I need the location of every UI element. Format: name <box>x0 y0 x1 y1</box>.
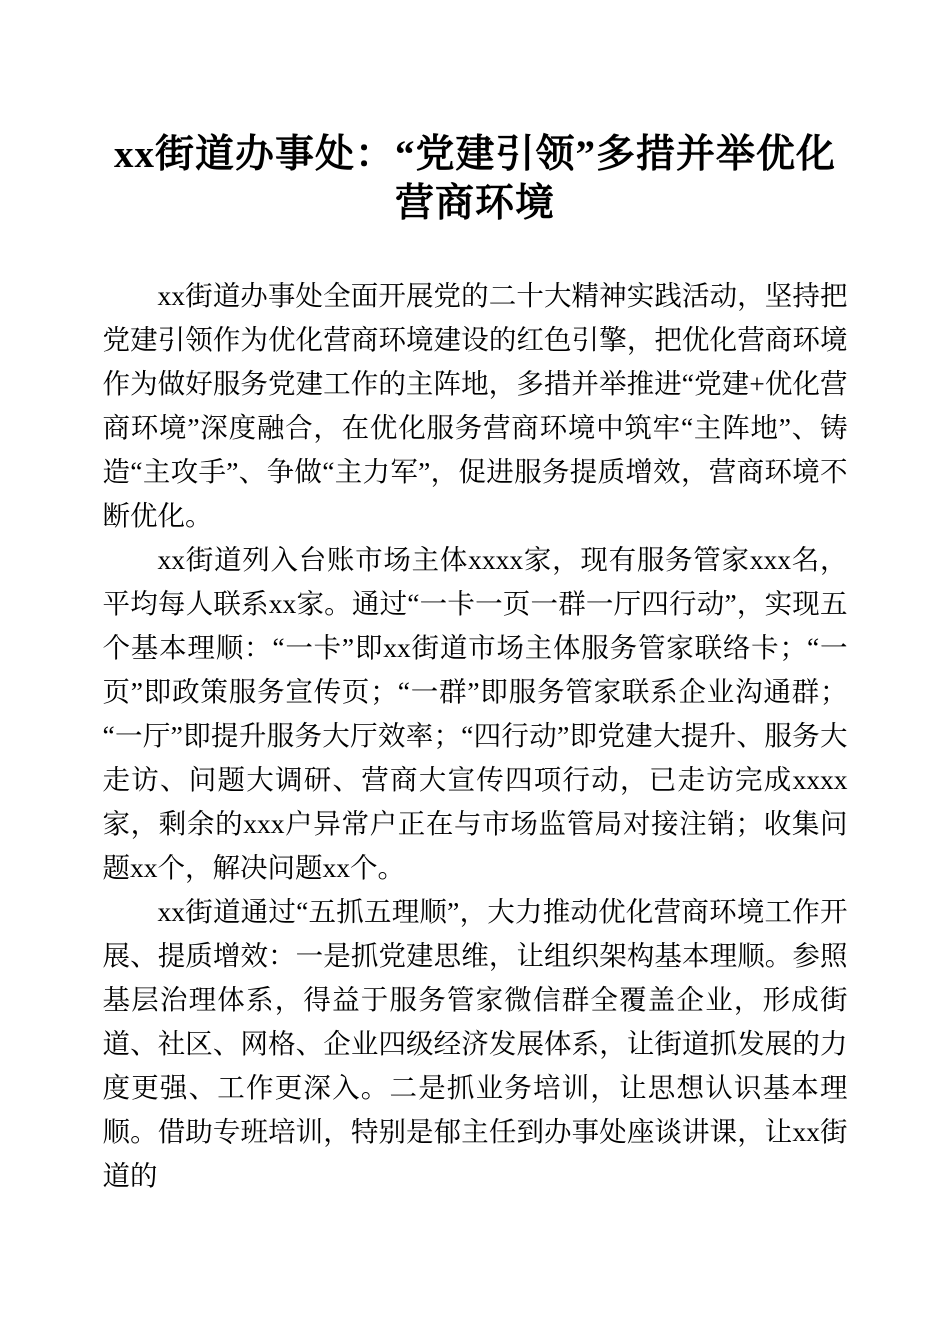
paragraph-1: xx街道办事处全面开展党的二十大精神实践活动，坚持把党建引领作为优化营商环境建设的红色引擎，把优化营商环境作为做好服务党建工作的主阵地，多措并举推进“党建+优化营商环境”深度融合，在优化服务营商环境中筑牢“主阵地”、铸造“主攻手”、争做“主力军”，促进服务提质增效，营商环境不断优化。 <box>102 280 848 531</box>
document-body <box>103 274 848 1198</box>
document-title-line-2: 营商环境 <box>394 182 555 225</box>
paragraph-3: xx街道通过“五抓五理顺”，大力推动优化营商环境工作开展、提质增效：一是抓党建思维，让组织架构基本理顺。参照基层治理体系，得益于服务管家微信群全覆盖企业，形成街道、社区、网格、企业四级经济发展体系，让街道抓发展的力度更强、工作更深入。二是抓业务培训，让思想认识基本理顺。借助专班培训，特别是郁主任到办事处座谈讲课，让xx街道的 <box>102 896 848 1191</box>
document-page <box>103 0 848 1198</box>
paragraph-2: xx街道列入台账市场主体xxxx家，现有服务管家xxx名，平均每人联系xx家。通过“一卡一页一群一厅四行动”，实现五个基本理顺：“一卡”即xx街道市场主体服务管家联络卡；“一页”即政策服务宣传页；“一群”即服务管家联系企业沟通群；“一厅”即提升服务大厅效率；“四行动”即党建大提升、服务大走访、问题大调研、营商大宣传四项行动，已走访完成xxxx家，剩余的xxx户异常户正在与市场监管局对接注销；收集问题xx个，解决问题xx个。 <box>102 544 848 883</box>
document-title-line-1: xx街道办事处：“党建引领”多措并举优化 <box>113 133 836 176</box>
document-title <box>103 130 848 228</box>
